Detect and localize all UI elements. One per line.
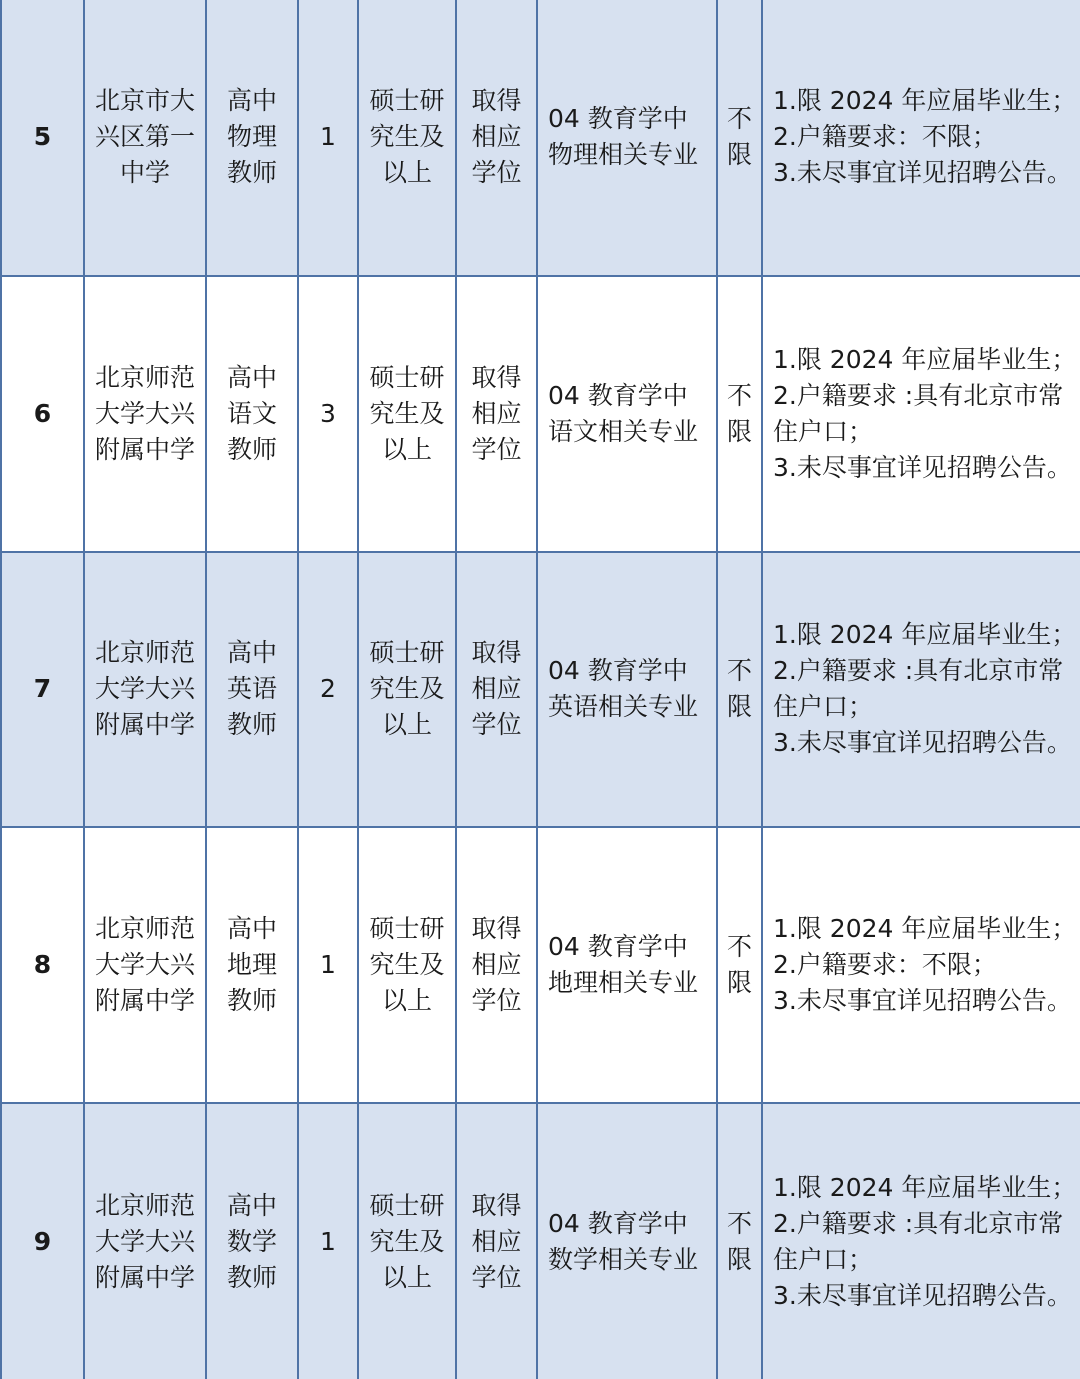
row-number — [1, 1103, 84, 1379]
education-requirement — [358, 276, 456, 552]
school-text: 北京师范 大学大兴 附属中学 — [94, 638, 195, 740]
position-name — [206, 1103, 298, 1379]
education-text: 硕士研 究生及 以上 — [369, 1190, 445, 1292]
degree-text: 取得 相应 学位 — [471, 1190, 522, 1292]
requirement-line: 2.户籍要求：不限； — [773, 950, 997, 980]
major-text: 04 教育学中 地理相关专业 — [548, 932, 699, 998]
requirement-line: 3.未尽事宜详见招聘公告。 — [773, 158, 1072, 188]
degree-requirement — [456, 1103, 537, 1379]
major-requirement — [537, 827, 717, 1103]
requirement-line: 2.户籍要求 :具有北京市常 — [773, 656, 1064, 686]
degree-text: 取得 相应 学位 — [471, 914, 522, 1016]
other-requirements — [762, 552, 1080, 828]
degree-text: 取得 相应 学位 — [471, 86, 522, 188]
hiring-count — [298, 827, 358, 1103]
requirement-line: 1.限 2024 年应届毕业生； — [773, 620, 1077, 650]
other-requirements — [762, 276, 1080, 552]
school-text: 北京市大 兴区第一 中学 — [94, 86, 195, 188]
education-text: 硕士研 究生及 以上 — [369, 638, 445, 740]
major-text: 04 教育学中 语文相关专业 — [548, 380, 699, 446]
school-name — [84, 1103, 206, 1379]
degree-text: 取得 相应 学位 — [471, 362, 522, 464]
major-text: 04 教育学中 英语相关专业 — [548, 656, 699, 722]
age-requirement — [717, 1103, 762, 1379]
school-text: 北京师范 大学大兴 附属中学 — [94, 362, 195, 464]
education-requirement — [358, 827, 456, 1103]
school-name — [84, 552, 206, 828]
education-requirement — [358, 0, 456, 276]
degree-requirement — [456, 552, 537, 828]
no-text: 6 — [33, 398, 52, 428]
school-name — [84, 276, 206, 552]
hiring-count — [298, 1103, 358, 1379]
degree-text: 取得 相应 学位 — [471, 638, 522, 740]
position-name — [206, 827, 298, 1103]
count-text: 1 — [320, 950, 336, 980]
major-text: 04 教育学中 数学相关专业 — [548, 1208, 699, 1274]
other-requirements — [762, 0, 1080, 276]
row-number — [1, 0, 84, 276]
table-row — [1, 276, 1080, 552]
school-text: 北京师范 大学大兴 附属中学 — [94, 1190, 195, 1292]
position-name — [206, 552, 298, 828]
major-requirement — [537, 1103, 717, 1379]
age-text: 不 限 — [726, 932, 752, 998]
hiring-count — [298, 552, 358, 828]
age-text: 不 限 — [726, 656, 752, 722]
requirement-line: 住户口； — [773, 1244, 874, 1274]
age-requirement — [717, 827, 762, 1103]
school-text: 北京师范 大学大兴 附属中学 — [94, 914, 195, 1016]
position-text: 高中 数学 教师 — [226, 1190, 277, 1292]
hiring-count — [298, 276, 358, 552]
table-row — [1, 1103, 1080, 1379]
requirement-line: 3.未尽事宜详见招聘公告。 — [773, 986, 1072, 1016]
position-text: 高中 英语 教师 — [226, 638, 277, 740]
no-text: 9 — [33, 1226, 52, 1256]
school-name — [84, 827, 206, 1103]
table-body — [1, 0, 1080, 1379]
no-text: 7 — [33, 674, 52, 704]
requirement-line: 1.限 2024 年应届毕业生； — [773, 344, 1077, 374]
education-text: 硕士研 究生及 以上 — [369, 86, 445, 188]
row-number — [1, 552, 84, 828]
count-text: 3 — [320, 398, 336, 428]
requirement-line: 1.限 2024 年应届毕业生； — [773, 86, 1077, 116]
age-requirement — [717, 276, 762, 552]
major-text: 04 教育学中 物理相关专业 — [548, 104, 699, 170]
no-text: 5 — [33, 122, 52, 152]
education-text: 硕士研 究生及 以上 — [369, 362, 445, 464]
position-text: 高中 地理 教师 — [226, 914, 277, 1016]
position-name — [206, 0, 298, 276]
row-number — [1, 827, 84, 1103]
education-requirement — [358, 552, 456, 828]
requirement-line: 2.户籍要求 :具有北京市常 — [773, 380, 1064, 410]
other-requirements — [762, 827, 1080, 1103]
degree-requirement — [456, 276, 537, 552]
requirement-line: 2.户籍要求：不限； — [773, 122, 997, 152]
major-requirement — [537, 0, 717, 276]
major-requirement — [537, 552, 717, 828]
requirement-line: 住户口； — [773, 692, 874, 722]
no-text: 8 — [33, 950, 52, 980]
row-number — [1, 276, 84, 552]
other-requirements — [762, 1103, 1080, 1379]
age-requirement — [717, 0, 762, 276]
age-text: 不 限 — [726, 380, 752, 446]
count-text: 1 — [320, 1226, 336, 1256]
hiring-count — [298, 0, 358, 276]
degree-requirement — [456, 0, 537, 276]
requirement-line: 3.未尽事宜详见招聘公告。 — [773, 452, 1072, 482]
requirement-line: 住户口； — [773, 416, 874, 446]
requirement-line: 3.未尽事宜详见招聘公告。 — [773, 1280, 1072, 1310]
major-requirement — [537, 276, 717, 552]
age-requirement — [717, 552, 762, 828]
requirement-line: 1.限 2024 年应届毕业生； — [773, 1172, 1077, 1202]
table-row — [1, 827, 1080, 1103]
count-text: 1 — [320, 122, 336, 152]
school-name — [84, 0, 206, 276]
education-text: 硕士研 究生及 以上 — [369, 914, 445, 1016]
requirement-line: 1.限 2024 年应届毕业生； — [773, 914, 1077, 944]
requirement-line: 3.未尽事宜详见招聘公告。 — [773, 728, 1072, 758]
table-row — [1, 552, 1080, 828]
requirement-line: 2.户籍要求 :具有北京市常 — [773, 1208, 1064, 1238]
position-text: 高中 物理 教师 — [226, 86, 277, 188]
table-row — [1, 0, 1080, 276]
position-text: 高中 语文 教师 — [226, 362, 277, 464]
age-text: 不 限 — [726, 1208, 752, 1274]
position-name — [206, 276, 298, 552]
degree-requirement — [456, 827, 537, 1103]
education-requirement — [358, 1103, 456, 1379]
count-text: 2 — [320, 674, 336, 704]
age-text: 不 限 — [726, 104, 752, 170]
